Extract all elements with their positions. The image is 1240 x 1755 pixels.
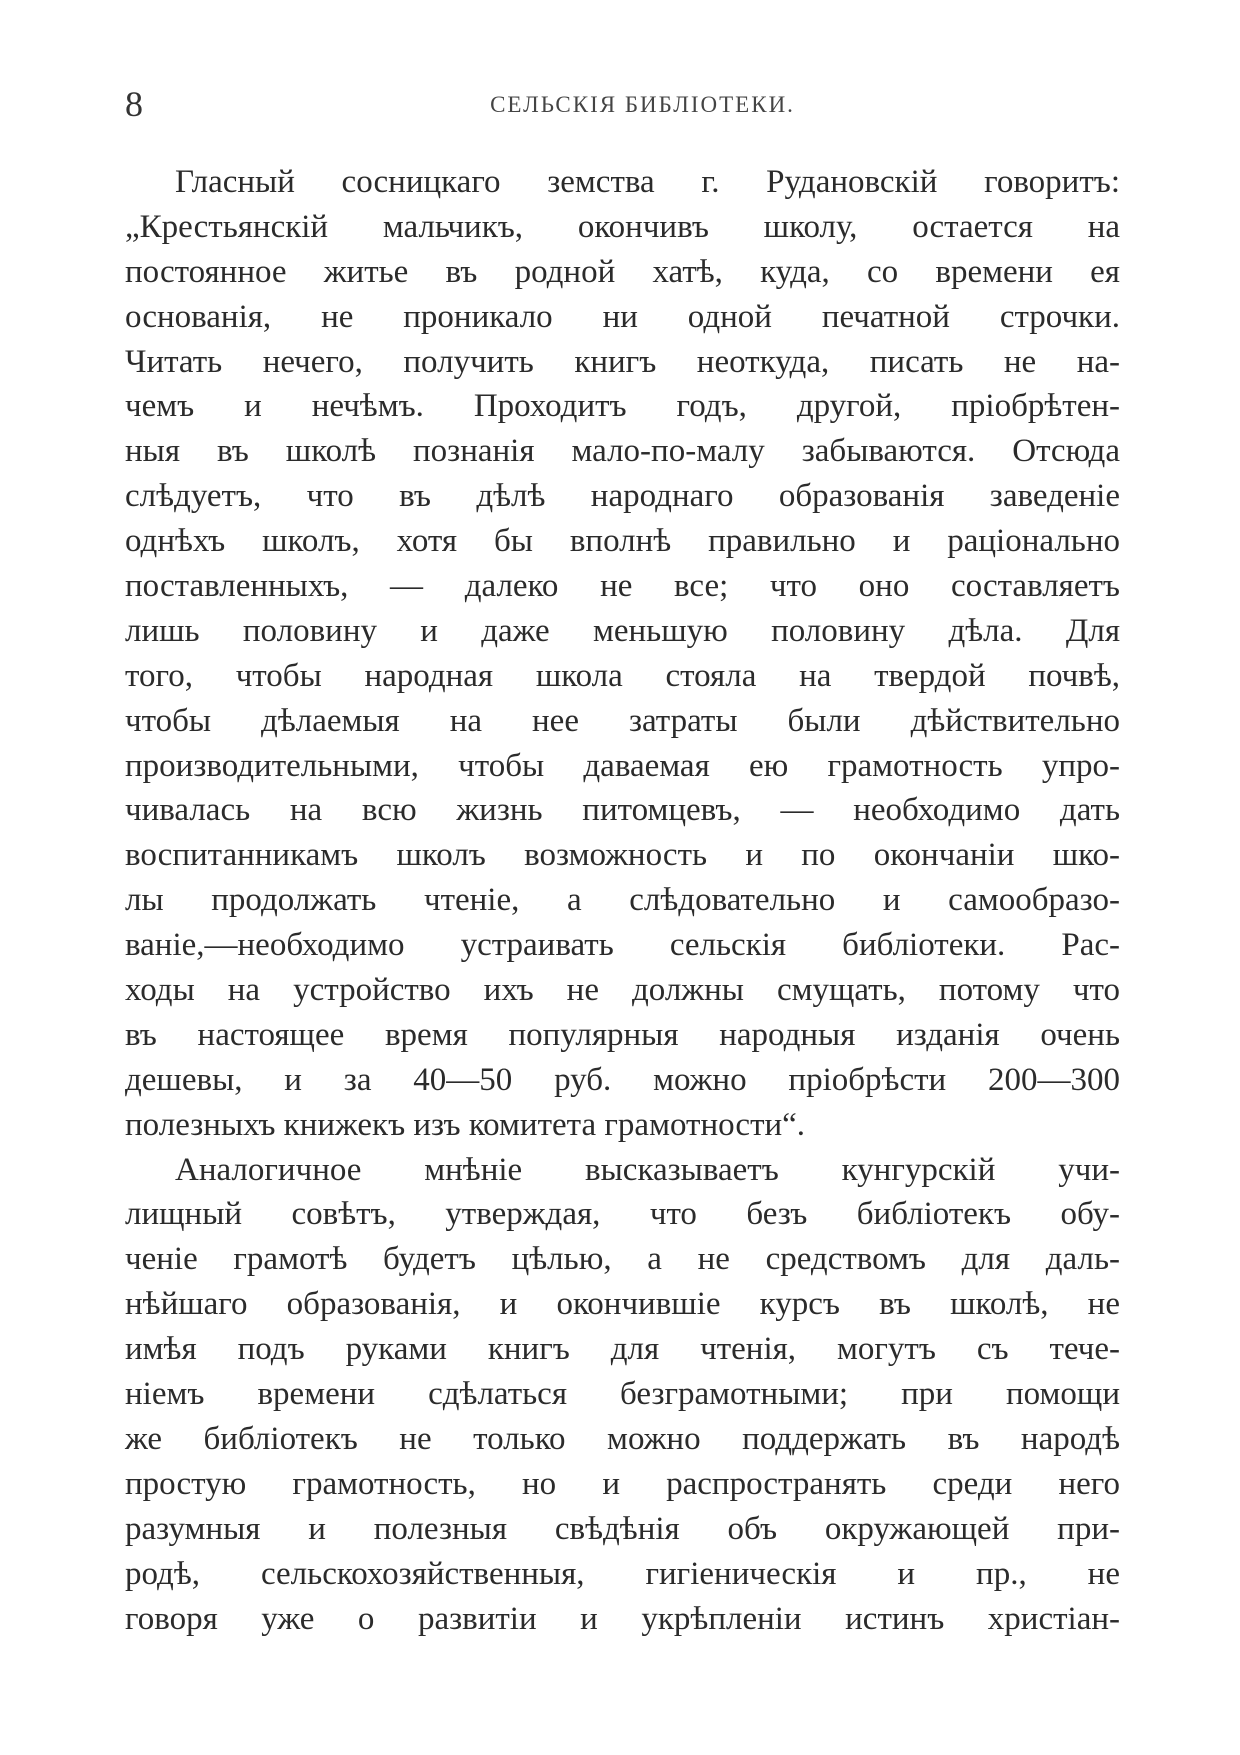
running-title: СЕЛЬСКІЯ БИБЛІОТЕКИ. xyxy=(490,92,795,117)
text-line: разумныя и полезныя свѣдѣнія объ окружающей при- xyxy=(125,1510,1120,1547)
text-line: производительными, чтобы даваемая ею грамотность упро- xyxy=(125,747,1120,784)
text-line: чемъ и нечѣмъ. Проходитъ годъ, другой, пріобрѣтен- xyxy=(125,388,1120,425)
text-line: же библіотекъ не только можно поддержать въ народѣ xyxy=(125,1420,1120,1457)
text-line: имѣя подъ руками книгъ для чтенія, могутъ съ тече- xyxy=(125,1331,1120,1368)
text-line: основанія, не проникало ни одной печатной строчки. xyxy=(125,298,1120,335)
text-line: нѣйшаго образованія, и окончившіе курсъ въ школѣ, не xyxy=(125,1286,1120,1323)
text-line: слѣдуетъ, что въ дѣлѣ народнаго образованія заведеніе xyxy=(125,478,1120,515)
text-line: того, чтобы народная школа стояла на твердой почвѣ, xyxy=(125,657,1120,694)
text-line: ходы на устройство ихъ не должны смущать, потому что xyxy=(125,972,1120,1009)
page-number: 8 xyxy=(125,84,143,124)
text-line: полезныхъ книжекъ изъ комитета грамотности“. xyxy=(125,1106,806,1143)
page-header xyxy=(125,84,1120,124)
text-line: простую грамотность, но и распространять среди него xyxy=(125,1465,1120,1502)
text-line: Аналогичное мнѣніе высказываетъ кунгурскій учи- xyxy=(175,1151,1120,1188)
text-line: ченіе грамотѣ будетъ цѣлью, а не средствомъ для даль- xyxy=(125,1241,1120,1278)
text-line: однѣхъ школъ, хотя бы вполнѣ правильно и раціонально xyxy=(125,523,1120,560)
text-line: поставленныхъ, — далеко не все; что оно составляетъ xyxy=(125,568,1120,605)
text-line: Гласный сосницкаго земства г. Рудановскій говоритъ: xyxy=(175,164,1120,200)
text-line: „Крестьянскій мальчикъ, окончивъ школу, остается на xyxy=(125,208,1120,245)
text-line: постоянное житье въ родной хатѣ, куда, со времени ея xyxy=(125,253,1120,290)
text-line: лишь половину и даже меньшую половину дѣла. Для xyxy=(125,612,1120,649)
text-line: лы продолжать чтеніе, а слѣдовательно и самообразо- xyxy=(125,882,1120,919)
text-line: воспитанникамъ школъ возможность и по окончаніи шко- xyxy=(125,837,1120,874)
text-line: чтобы дѣлаемыя на нее затраты были дѣйствительно xyxy=(125,702,1120,739)
body-text xyxy=(125,160,1120,1641)
text-line: ныя въ школѣ познанія мало-по-малу забываются. Отсюда xyxy=(125,433,1120,470)
text-line: родѣ, сельскохозяйственныя, гигіеническія и пр., не xyxy=(125,1555,1120,1592)
text-line: Читать нечего, получить книгъ неоткуда, писать не на- xyxy=(125,343,1120,380)
text-line: говоря уже о развитіи и укрѣпленіи истинъ христіан- xyxy=(125,1600,1120,1637)
text-line: дешевы, и за 40—50 руб. можно пріобрѣсти 200—300 xyxy=(125,1061,1120,1098)
text-line: ніемъ времени сдѣлаться безграмотными; при помощи xyxy=(125,1376,1120,1413)
text-line: въ настоящее время популярныя народныя изданія очень xyxy=(125,1016,1120,1053)
text-line: лищный совѣтъ, утверждая, что безъ библіотекъ обу- xyxy=(125,1196,1120,1233)
text-line: чивалась на всю жизнь питомцевъ, — необходимо дать xyxy=(125,792,1120,829)
text-line: ваніе,—необходимо устраивать сельскія библіотеки. Рас- xyxy=(125,927,1120,964)
